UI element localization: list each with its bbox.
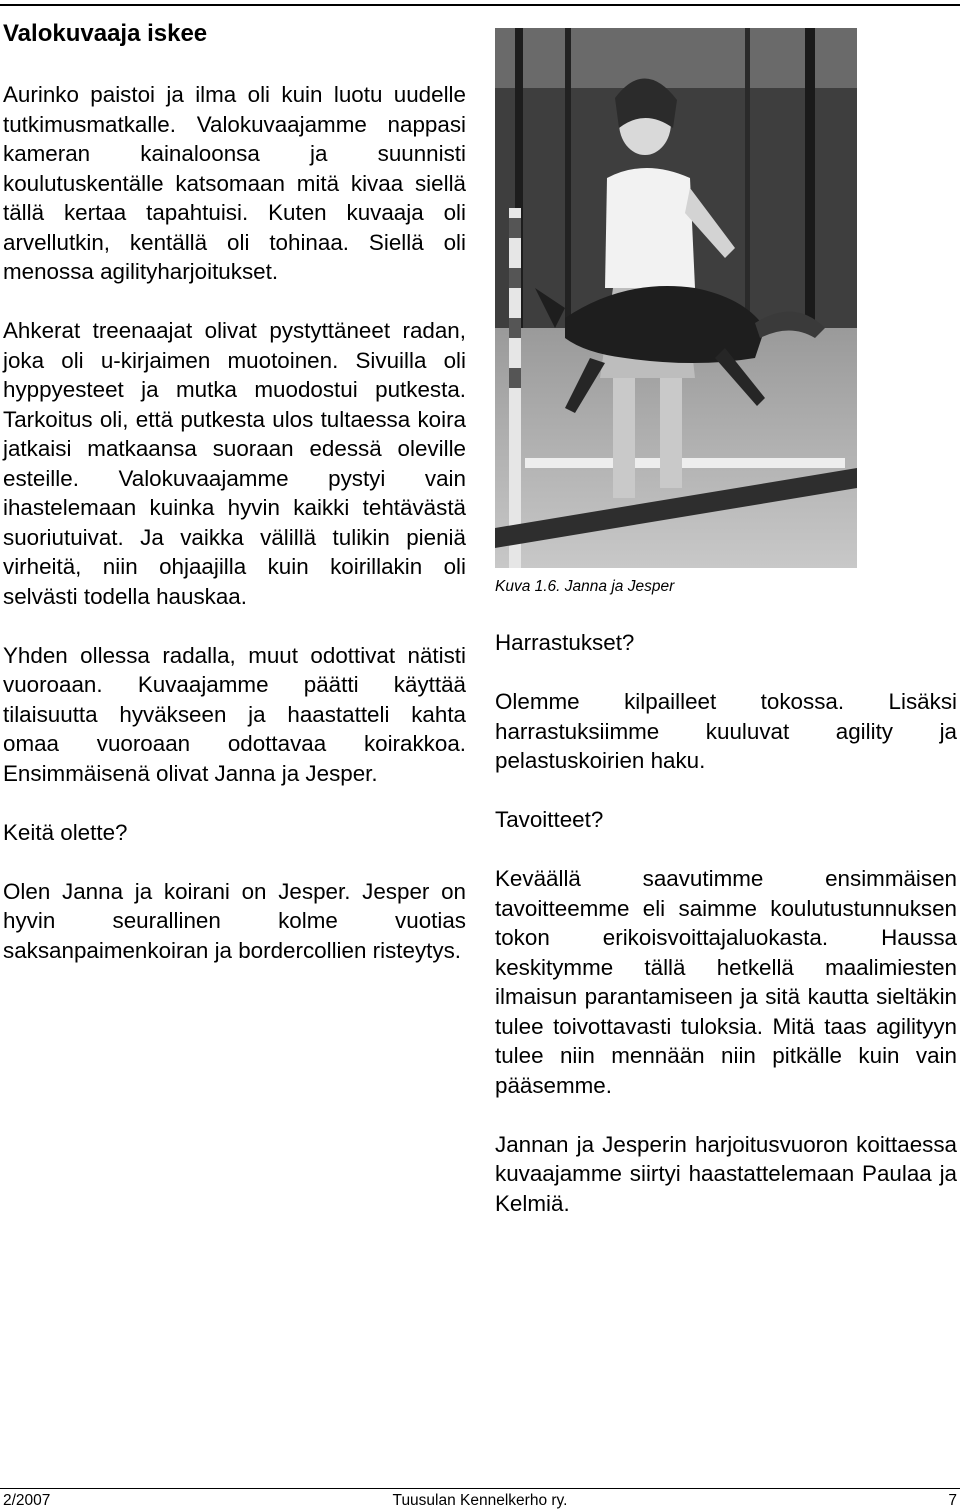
paragraph: Keväällä saavutimme ensimmäisen tavoitteemme eli saimme koulutustunnuksen tokon erikoisvoittajaluokasta. Haussa keskitymme tällä hetkellä maalimiesten ilmaisun parantamiseen ja sitä kautta sieltäkin tulee toivottavasti tuloksia. Mitä taas agilityyn tulee niin mennään niin pitkälle kuin vain pääsemme. [495,866,957,1098]
photo-caption: Kuva 1.6. Janna ja Jesper [495,578,675,595]
left-column [3,80,466,965]
footer-page-number: 7 [948,1492,957,1509]
paragraph: Yhden ollessa radalla, muut odottivat nätisti vuoroaan. Kuvaajamme päätti käyttää tilaisuutta hyväkseen ja haastatteli kahta omaa vuoroaan odottavaa koirakkoa. Ensimmäisenä olivat Janna ja Jesper. [3,642,466,786]
paragraph: Jannan ja Jesperin harjoitusvuoron koittaessa kuvaajamme siirtyi haastattelemaan Paulaa ja Kelmiä. [495,1131,957,1216]
paragraph: Ahkerat treenaajat olivat pystyttäneet radan, joka oli u-kirjaimen muotoinen. Sivuilla oli hyppyesteet ja mutka muodostui putkesta. Tarkoitus oli, että putkesta ulos tultaessa koira jatkaisi matkaansa suoraan edessä oleville esteille. Valokuvaajamme pystyi vain ihastelemaan kuinka hyvin kaikki tehtävästä suoriutuivat. Ja vaikka välillä tulikin pieniä virheitä, niin ohjaajilla kuin koirillakin oli selvästi todella hauskaa. [3,318,466,609]
paragraph: Olen Janna ja koirani on Jesper. Jesper on hyvin seurallinen kolme vuotias saksanpaimenkoiran ja bordercollien risteytys. [3,878,466,963]
footer-rule [0,1488,960,1489]
right-column [495,628,957,1218]
paragraph: Aurinko paistoi ja ilma oli kuin luotu uudelle tutkimusmatkalle. Valokuvaajamme nappasi kameran kainaloonsa ja suunnisti koulutuskentälle katsomaan mitä kivaa siellä tällä kertaa tapahtuisi. Kuten kuvaaja oli arvellutkin, kentällä oli tohinaa. Siellä oli menossa agilityharjoitukset. [3,82,466,284]
footer-issue: 2/2007 [3,1492,51,1509]
question-heading: Tavoitteet? [495,807,604,832]
top-rule [0,4,960,6]
article-heading: Valokuvaaja iskee [3,20,208,47]
question-heading: Harrastukset? [495,630,635,655]
footer-publication: Tuusulan Kennelkerho ry. [392,1492,568,1509]
question-heading: Keitä olette? [3,819,128,845]
photo-woman-and-dog-agility [495,28,857,568]
paragraph: Olemme kilpailleet tokossa. Lisäksi harrastuksiimme kuuluvat agility ja pelastuskoirien haku. [495,689,957,773]
